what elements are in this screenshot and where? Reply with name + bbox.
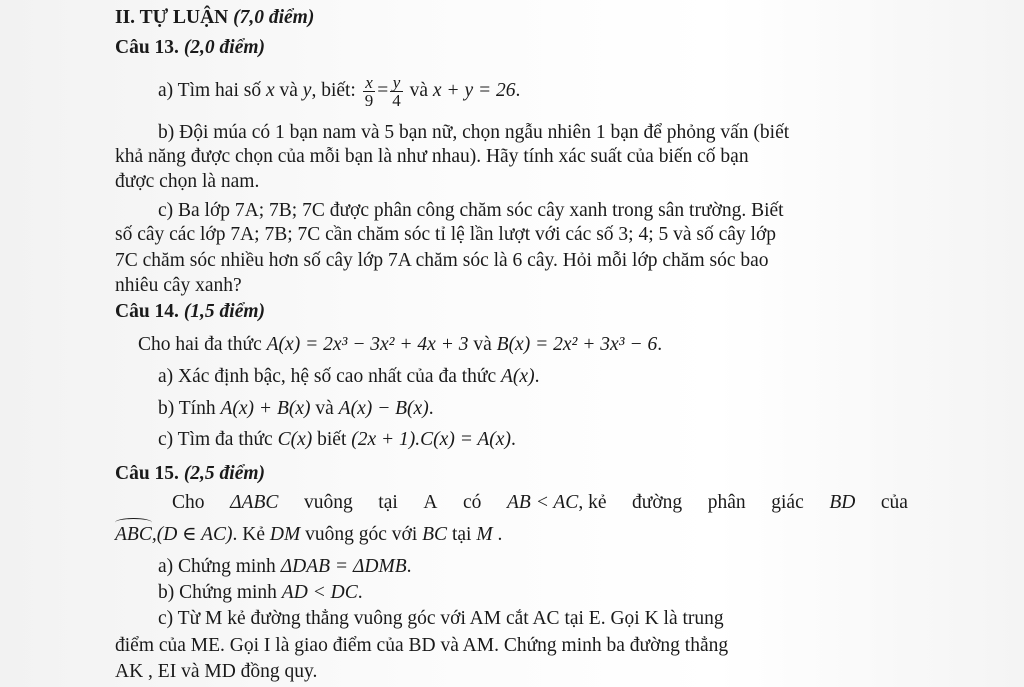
q14-heading: Câu 14. (1,5 điểm) bbox=[115, 301, 266, 322]
q14-part-b: b) Tính A(x) + B(x) và A(x) − B(x). bbox=[158, 398, 434, 419]
q14-part-c: c) Tìm đa thức C(x) biết (2x + 1).C(x) = A(x). bbox=[158, 429, 516, 450]
q13-part-b-line2: khả năng được chọn của mỗi bạn là như nhau). Hãy tính xác suất của biến cố bạn bbox=[115, 146, 749, 167]
q15-heading: Câu 15. (2,5 điểm) bbox=[115, 463, 266, 484]
q13-part-c-line4: nhiêu cây xanh? bbox=[115, 275, 242, 296]
q13-part-a: a) Tìm hai số x và y, biết: $\frac{x}{9}$ = $\frac{y}{4}$ và x + y = 26. bbox=[158, 73, 521, 110]
q15-intro-line2: ABC,(D ∈ AC). Kẻ DM vuông góc với BC tại M . bbox=[115, 524, 503, 545]
q13-heading: Câu 13. (2,0 điểm) bbox=[115, 37, 266, 58]
q13-part-c-line3: 7C chăm sóc nhiều hơn số cây lớp 7A chăm sóc là 6 cây. Hỏi mỗi lớp chăm sóc bao bbox=[115, 250, 769, 271]
section-heading: II. TỰ LUẬN (7,0 điểm) bbox=[115, 7, 315, 28]
angle-abc: ABC bbox=[115, 524, 152, 545]
fraction-x-over-9: $\frac{x}{9}$ bbox=[364, 73, 374, 110]
q15-part-c-line1: c) Từ M kẻ đường thẳng vuông góc với AM cắt AC tại E. Gọi K là trung bbox=[158, 608, 724, 629]
fraction-y-over-4: $\frac{y}{4}$ bbox=[392, 73, 401, 110]
q15-part-c-line2: điểm của ME. Gọi I là giao điểm của BD và AM. Chứng minh ba đường thẳng bbox=[115, 635, 729, 656]
q15-part-a: a) Chứng minh ΔDAB = ΔDMB. bbox=[158, 556, 412, 577]
q15-part-c-line3: AK , EI và MD đồng quy. bbox=[115, 661, 318, 682]
q14-part-a: a) Xác định bậc, hệ số cao nhất của đa thức A(x). bbox=[158, 366, 540, 387]
q13-part-b-line1: b) Đội múa có 1 bạn nam và 5 bạn nữ, chọn ngẫu nhiên 1 bạn để phỏng vấn (biết bbox=[158, 122, 790, 143]
q15-part-b: b) Chứng minh AD < DC. bbox=[158, 582, 363, 603]
q14-intro: Cho hai đa thức A(x) = 2x³ − 3x² + 4x + 3 và B(x) = 2x² + 3x³ − 6. bbox=[138, 334, 663, 355]
q13-part-b-line3: được chọn là nam. bbox=[115, 171, 260, 192]
q13-part-c-line2: số cây các lớp 7A; 7B; 7C cần chăm sóc tỉ lệ lần lượt với các số 3; 4; 5 và số cây lớp bbox=[115, 224, 777, 245]
q15-intro-line1: Cho ΔABC vuông tại A có AB < AC, kẻ đường phân giác BD của bbox=[172, 492, 908, 513]
q13-part-c-line1: c) Ba lớp 7A; 7B; 7C được phân công chăm sóc cây xanh trong sân trường. Biết bbox=[158, 200, 784, 221]
